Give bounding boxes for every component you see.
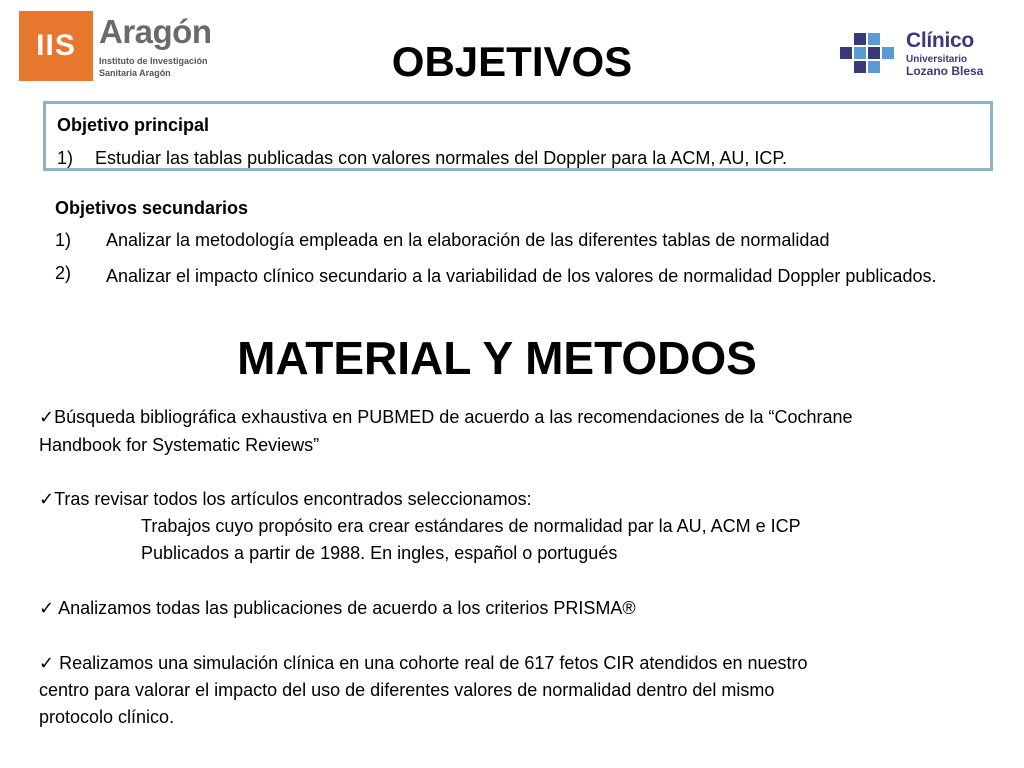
metodos-subitem-text: Publicados a partir de 1988. En ingles, español o portugués [141, 543, 618, 563]
metodos-item-text: Analizamos todas las publicaciones de acuerdo a los criterios PRISMA® [54, 598, 636, 618]
objetivo-principal-text: Estudiar las tablas publicadas con valores normales del Doppler para la ACM, AU, ICP. [95, 148, 788, 168]
objetivo-secundario-text: Analizar el impacto clínico secundario a la variabilidad de los valores de normalidad Doppler publicados. [106, 266, 937, 286]
iis-logo-subtitle-1: Instituto de Investigación [99, 56, 208, 66]
objetivo-secundario-number: 2) [55, 263, 72, 283]
clinico-logo-name: Clínico [906, 29, 974, 52]
iis-logo-subtitle-2: Sanitaria Aragón [99, 68, 171, 78]
metodos-item-prisma [39, 594, 636, 622]
iis-logo-name: Aragón [99, 13, 212, 50]
metodos-item-simulacion [39, 649, 808, 677]
metodos-item-text-continued: protocolo clínico. [39, 707, 175, 727]
checkmark-icon: ✓ [39, 489, 55, 509]
metodos-item-text-continued: centro para valorar el impacto del uso de diferentes valores de normalidad dentro del mismo [39, 680, 775, 700]
metodos-item-text: Realizamos una simulación clínica en una cohorte real de 617 fetos CIR atendidos en nuestro [54, 653, 808, 673]
objetivo-principal-heading: Objetivo principal [57, 115, 210, 135]
metodos-item-seleccion [39, 485, 532, 513]
objetivo-secundario-number: 1) [55, 230, 72, 250]
iis-logo-box: IIS [19, 11, 93, 81]
objetivo-principal-number: 1) [57, 148, 74, 168]
checkmark-icon: ✓ [39, 598, 55, 618]
checkmark-icon: ✓ [39, 653, 55, 673]
metodos-item-busqueda [39, 403, 853, 431]
material-metodos-title: MATERIAL Y METODOS [237, 332, 757, 384]
clinico-logo-subtitle-2: Lozano Blesa [906, 64, 984, 78]
metodos-item-text: Búsqueda bibliográfica exhaustiva en PUBMED de acuerdo a las recomendaciones de la “Cochrane [54, 407, 853, 427]
objetivo-principal-box [43, 101, 993, 171]
metodos-item-text-continued: Handbook for Systematic Reviews” [39, 435, 320, 455]
metodos-item-text: Tras revisar todos los artículos encontrados seleccionamos: [54, 489, 532, 509]
clinico-logo-subtitle-1: Universitario [906, 54, 968, 65]
objetivos-title: OBJETIVOS [391, 38, 633, 85]
checkmark-icon: ✓ [39, 407, 55, 427]
objetivo-secundario-text: Analizar la metodología empleada en la elaboración de las diferentes tablas de normalidad [106, 230, 830, 250]
objetivos-secundarios-heading: Objetivos secundarios [55, 198, 249, 218]
metodos-subitem-text: Trabajos cuyo propósito era crear estándares de normalidad par la AU, ACM e ICP [141, 516, 801, 536]
